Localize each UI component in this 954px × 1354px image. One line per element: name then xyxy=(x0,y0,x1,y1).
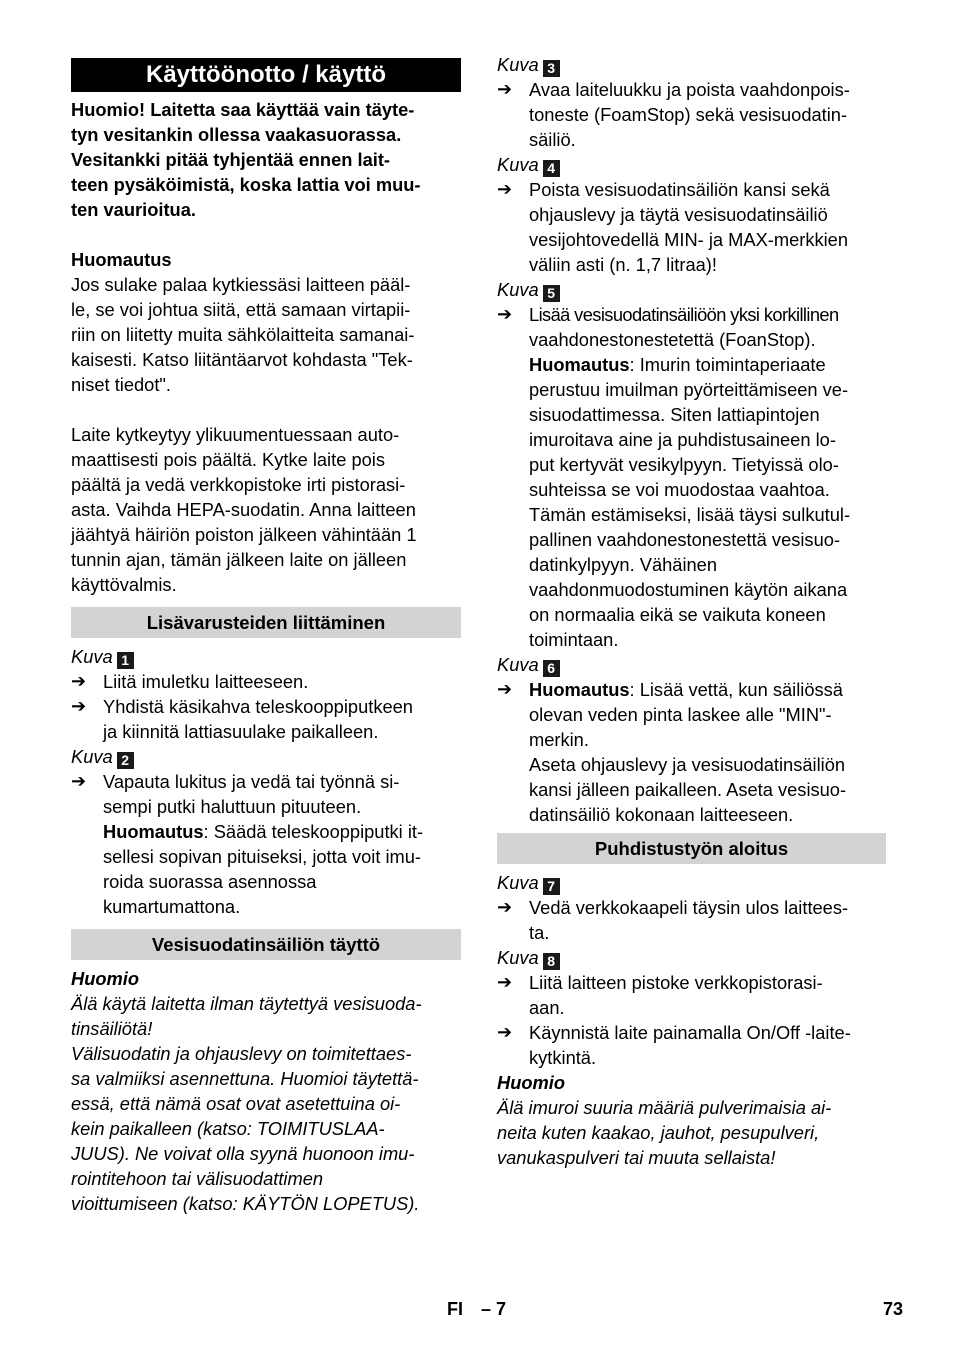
paragraph-line: maattisesti pois päältä. Kytke laite pois xyxy=(71,449,385,470)
paragraph-line: päältä ja vedä verkkopistoke irti pistorasi- xyxy=(71,474,406,495)
item-line: Yhdistä käsikahva teleskooppiputkeen xyxy=(103,696,413,717)
footer-section-page: – 7 xyxy=(481,1299,507,1319)
item-line: Lisää vesisuodatinsäiliöön yksi korkillinen xyxy=(529,304,839,325)
figure-label: Kuva xyxy=(497,947,539,968)
item-line: säiliö. xyxy=(529,129,576,150)
warning-block xyxy=(71,97,461,222)
figure-label: Kuva xyxy=(497,154,539,175)
list-item xyxy=(497,77,886,152)
figure-number-badge: 6 xyxy=(543,660,560,677)
item-line: suhteissa se voi muodostaa vaahtoa. xyxy=(529,479,830,500)
item-line: Poista vesisuodatinsäiliön kansi sekä xyxy=(529,179,830,200)
fuse-note xyxy=(71,272,461,397)
item-line: Aseta ohjauslevy ja vesisuodatinsäiliön xyxy=(529,754,846,775)
figure-number-badge: 2 xyxy=(117,752,134,769)
caution-line: Älä imuroi suuria määriä pulverimaisia ai- xyxy=(497,1097,832,1118)
item-line: Liitä laitteen pistoke verkkopistorasi- xyxy=(529,972,823,993)
warning-line: tyn vesitankin ollessa vaakasuorassa. xyxy=(71,124,402,145)
caution-heading: Huomio xyxy=(71,968,140,989)
note-line: Jos sulake palaa kytkiessäsi laitteen pääl- xyxy=(71,274,411,295)
section-heading-tank-fill: Vesisuodatinsäiliön täyttö xyxy=(71,929,461,960)
item-line: toneste (FoamStop) sekä vesisuodatin- xyxy=(529,104,848,125)
item-line: sempi putki haluttuun pituuteen. xyxy=(103,796,362,817)
item-line: olevan veden pinta laskee alle "MIN"- xyxy=(529,704,832,725)
figure-label: Kuva xyxy=(71,746,113,767)
item-line: Tämän estämiseksi, lisää täysi sulkutul- xyxy=(529,504,851,525)
caution-line: Välisuodatin ja ohjauslevy on toimitettaes- xyxy=(71,1043,412,1064)
overheat-paragraph xyxy=(71,422,461,597)
note-line: riin on liitetty muita sähkölaitteita samanai- xyxy=(71,324,415,345)
figure-ref xyxy=(71,644,461,669)
figure-ref xyxy=(497,277,886,302)
figure-ref xyxy=(497,870,886,895)
caution-line: tinsäiliötä! xyxy=(71,1018,153,1039)
list-item xyxy=(71,769,461,919)
item-line: perustuu imuilman pyörteittämiseen ve- xyxy=(529,379,849,400)
arrow-right-icon: ➔ xyxy=(497,897,513,917)
figure-number-badge: 7 xyxy=(543,878,560,895)
figure-label: Kuva xyxy=(71,646,113,667)
item-line: datinkylpyyn. Vähäinen xyxy=(529,554,718,575)
caution-line: essä, että nämä osat ovat asetettuina oi- xyxy=(71,1093,401,1114)
footer-language: FI xyxy=(447,1299,463,1319)
caution-line: Älä käytä laitetta ilman täytettyä vesisuoda- xyxy=(71,993,422,1014)
note-text: : Imurin toimintaperiaate xyxy=(629,354,826,375)
list-item xyxy=(497,302,886,652)
figure-label: Kuva xyxy=(497,654,539,675)
arrow-right-icon: ➔ xyxy=(71,771,87,791)
list-item xyxy=(71,694,461,744)
figure-ref xyxy=(497,52,886,77)
warning-line: teen pysäköimistä, koska lattia voi muu- xyxy=(71,174,421,195)
item-line: imuroitava aine ja puhdistusaineen lo- xyxy=(529,429,836,450)
list-item xyxy=(71,669,461,694)
item-line: roida suorassa asennossa xyxy=(103,871,317,892)
arrow-right-icon: ➔ xyxy=(497,179,513,199)
caution-line: sa valmiiksi asennettuna. Huomioi täytettä- xyxy=(71,1068,419,1089)
caution-line: neita kuten kaakao, jauhot, pesupulveri, xyxy=(497,1122,820,1143)
figure-ref xyxy=(71,744,461,769)
item-line: Avaa laiteluukku ja poista vaahdonpois- xyxy=(529,79,850,100)
arrow-right-icon: ➔ xyxy=(71,696,87,716)
item-line: ohjauslevy ja täytä vesisuodatinsäiliö xyxy=(529,204,828,225)
section-heading-start: Puhdistustyön aloitus xyxy=(497,833,886,864)
item-line: sellesi sopivan pituiseksi, jotta voit imu- xyxy=(103,846,422,867)
paragraph-line: Laite kytkeytyy ylikuumentuessaan auto- xyxy=(71,424,400,445)
item-line: ta. xyxy=(529,922,550,943)
note-line: kaisesti. Katso liitäntäarvot kohdasta "Tek- xyxy=(71,349,413,370)
item-line: vaahdonmuodostuminen käytön aikana xyxy=(529,579,848,600)
paragraph-line: käyttövalmis. xyxy=(71,574,177,595)
figure-number-badge: 5 xyxy=(543,285,560,302)
arrow-right-icon: ➔ xyxy=(497,972,513,992)
warning-line: ten vaurioitua. xyxy=(71,199,196,220)
note-label: Huomautus xyxy=(529,354,630,375)
figure-ref xyxy=(497,152,886,177)
left-column xyxy=(71,58,461,1216)
item-line: merkin. xyxy=(529,729,589,750)
list-item xyxy=(497,677,886,827)
note-label: Huomautus xyxy=(103,821,204,842)
item-line: Liitä imuletku laitteeseen. xyxy=(103,671,309,692)
warning-line: Vesitankki pitää tyhjentää ennen lait- xyxy=(71,149,391,170)
section-heading-accessories: Lisävarusteiden liittäminen xyxy=(71,607,461,638)
paragraph-line: jäähtyä häiriön poiston jälkeen vähintään 1 xyxy=(71,524,417,545)
arrow-right-icon: ➔ xyxy=(497,304,513,324)
item-line: kytkintä. xyxy=(529,1047,597,1068)
item-line: toimintaan. xyxy=(529,629,619,650)
item-note-line xyxy=(529,677,886,702)
item-line: Vedä verkkokaapeli täysin ulos laittees- xyxy=(529,897,849,918)
figure-number-badge: 4 xyxy=(543,160,560,177)
caution-line: vioittumiseen (katso: KÄYTÖN LOPETUS). xyxy=(71,1193,420,1214)
figure-ref xyxy=(497,652,886,677)
note-text: : Säädä teleskooppiputki it- xyxy=(203,821,424,842)
caution-line: JUUS). Ne voivat olla syynä huonoon imu- xyxy=(71,1143,415,1164)
caution-block xyxy=(497,1095,886,1170)
item-note-line xyxy=(529,352,886,377)
figure-number-badge: 3 xyxy=(543,60,560,77)
paragraph-line: asta. Vaihda HEPA-suodatin. Anna laitteen xyxy=(71,499,416,520)
list-item xyxy=(497,177,886,277)
item-line: väliin asti (n. 1,7 litraa)! xyxy=(529,254,717,275)
arrow-right-icon: ➔ xyxy=(497,679,513,699)
item-line: vaahdonestonestetettä (FoanStop). xyxy=(529,329,816,350)
item-line: Käynnistä laite painamalla On/Off -laite- xyxy=(529,1022,851,1043)
item-line: pallinen vaahdonestonestettä vesisuo- xyxy=(529,529,840,550)
arrow-right-icon: ➔ xyxy=(497,79,513,99)
arrow-right-icon: ➔ xyxy=(497,1022,513,1042)
figure-number-badge: 8 xyxy=(543,953,560,970)
note-line: niset tiedot". xyxy=(71,374,171,395)
item-line: ja kiinnitä lattiasuulake paikalleen. xyxy=(103,721,379,742)
list-item xyxy=(497,1020,886,1070)
figure-number-badge: 1 xyxy=(117,652,134,669)
item-line: aan. xyxy=(529,997,565,1018)
note-text: : Lisää vettä, kun säiliössä xyxy=(629,679,843,700)
item-line: sisuodattimessa. Siten lattiapintojen xyxy=(529,404,820,425)
item-line: datinsäiliö kokonaan laitteeseen. xyxy=(529,804,794,825)
item-line: on normaalia eikä se vaikuta koneen xyxy=(529,604,826,625)
note-label: Huomautus xyxy=(529,679,630,700)
figure-label: Kuva xyxy=(497,54,539,75)
note-line: le, se voi johtua siitä, että samaan virtapii- xyxy=(71,299,411,320)
list-item xyxy=(497,970,886,1020)
paragraph-line: tunnin ajan, tämän jälkeen laite on jälleen xyxy=(71,549,407,570)
item-line: put kertyvät vesikylpyyn. Tietyissä olo- xyxy=(529,454,839,475)
note-heading: Huomautus xyxy=(71,249,172,270)
item-line: kansi jälleen paikalleen. Aseta vesisuo- xyxy=(529,779,847,800)
item-line: Vapauta lukitus ja vedä tai työnnä si- xyxy=(103,771,400,792)
caution-block xyxy=(71,991,461,1216)
warning-line: Huomio! Laitetta saa käyttää vain täyte- xyxy=(71,99,415,120)
right-column xyxy=(497,52,886,1170)
caution-line: kein paikalleen (katso: TOIMITUSLAA- xyxy=(71,1118,385,1139)
list-item xyxy=(497,895,886,945)
caution-line: vanukaspulveri tai muuta sellaista! xyxy=(497,1147,776,1168)
caution-line: rointitehoon tai välisuodattimen xyxy=(71,1168,324,1189)
page-title: Käyttöönotto / käyttö xyxy=(71,58,461,92)
item-note-line xyxy=(103,819,461,844)
figure-ref xyxy=(497,945,886,970)
item-line: kumartumattona. xyxy=(103,896,241,917)
footer-page-number: 73 xyxy=(883,1299,904,1319)
caution-heading: Huomio xyxy=(497,1072,566,1093)
figure-label: Kuva xyxy=(497,872,539,893)
item-line: vesijohtovedellä MIN- ja MAX-merkkien xyxy=(529,229,849,250)
figure-label: Kuva xyxy=(497,279,539,300)
arrow-right-icon: ➔ xyxy=(71,671,87,691)
